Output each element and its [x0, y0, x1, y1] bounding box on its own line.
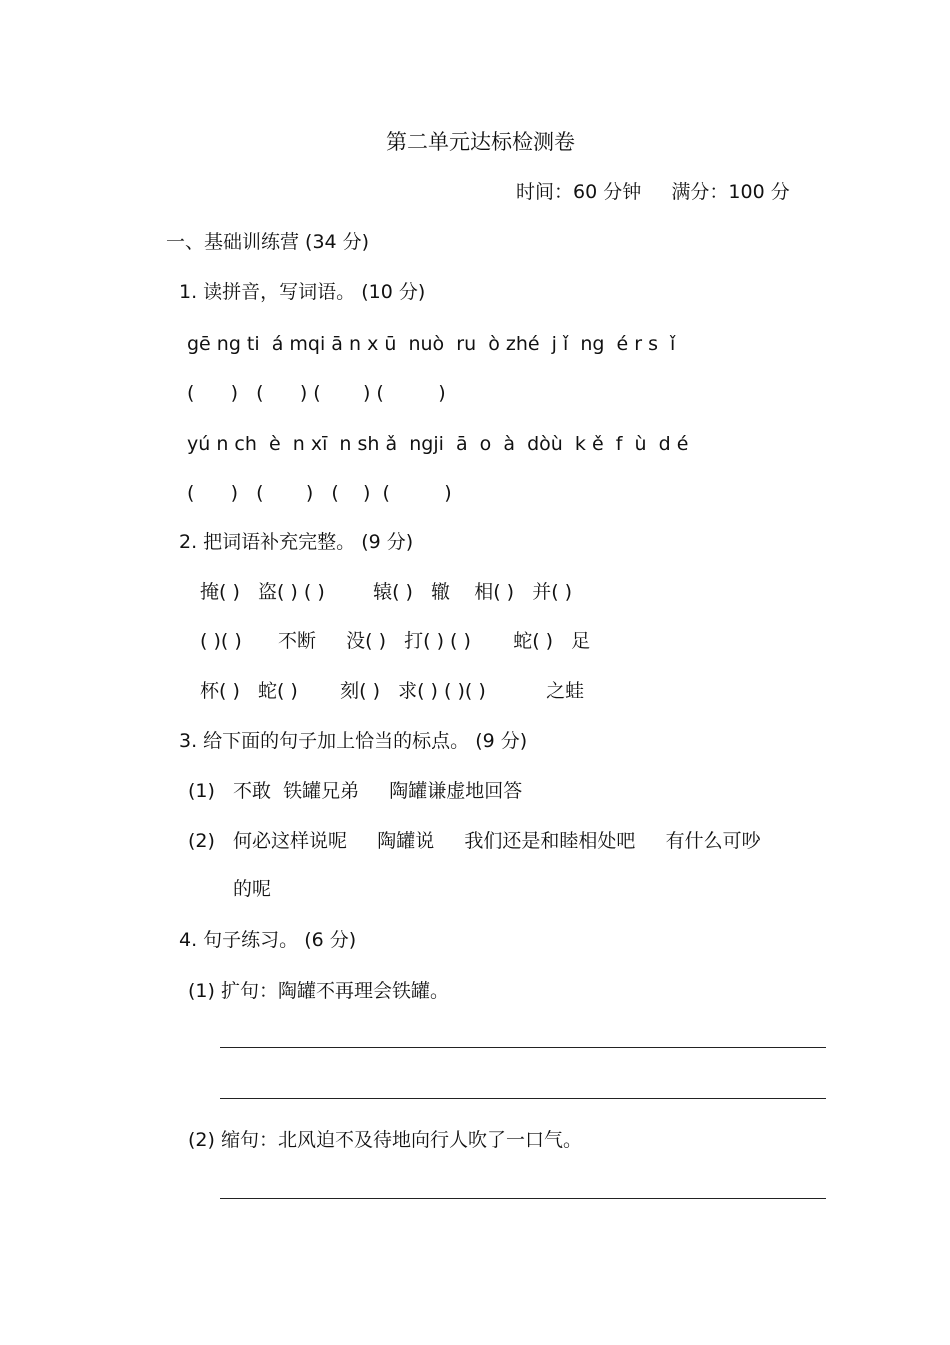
question-1-heading: 1. 读拼音，写词语。 (10 分) [179, 281, 426, 303]
question-3-heading: 3. 给下面的句子加上恰当的标点。 (9 分) [179, 730, 528, 752]
answer-line[interactable] [220, 1047, 826, 1048]
q4-item-1: (1) 扩句：陶罐不再理会铁罐。 [188, 980, 449, 1002]
answer-blanks-row-1: ( ) ( ) ( ) ( ) [187, 382, 446, 404]
page-title: 第二单元达标检测卷 [386, 130, 575, 154]
q3-item-2-text: 何必这样说呢 陶罐说 我们还是和睦相处吧 有什么可吵 [233, 830, 761, 852]
q4-item-2: (2) 缩句：北风迫不及待地向行人吹了一口气。 [188, 1129, 582, 1151]
pinyin-row-1: gē ng ti á mqi ā n x ū nuò ru ò zhé j ǐ ng é r s ǐ [187, 333, 676, 355]
section-heading: 一、基础训练营 (34 分) [166, 231, 370, 253]
q3-item-1-number: (1) [188, 780, 215, 802]
idiom-row-3: 杯( ) 蛇( ) 刻( ) 求( ) ( )( ) 之蛙 [200, 680, 585, 702]
q3-item-2-number: (2) [188, 830, 215, 852]
idiom-row-1: 掩( ) 盗( ) ( ) 辕( ) 辙 相( ) 并( ) [200, 581, 573, 603]
pinyin-row-2: yú n ch è n xī n sh ǎ ngji ā o à dòù k ě f ù d é [187, 433, 689, 455]
question-2-heading: 2. 把词语补充完整。 (9 分) [179, 531, 414, 553]
answer-blanks-row-2: ( ) ( ) ( ) ( ) [187, 482, 452, 504]
answer-line[interactable] [220, 1198, 826, 1199]
q3-item-2-continuation: 的呢 [233, 878, 272, 900]
idiom-row-2: ( )( ) 不断 没( ) 打( ) ( ) 蛇( ) 足 [200, 630, 591, 652]
exam-meta: 时间：60 分钟 满分：100 分 [516, 181, 790, 203]
answer-line[interactable] [220, 1098, 826, 1099]
question-4-heading: 4. 句子练习。 (6 分) [179, 929, 357, 951]
q3-item-1-text: 不敢 铁罐兄弟 陶罐谦虚地回答 [233, 780, 523, 802]
